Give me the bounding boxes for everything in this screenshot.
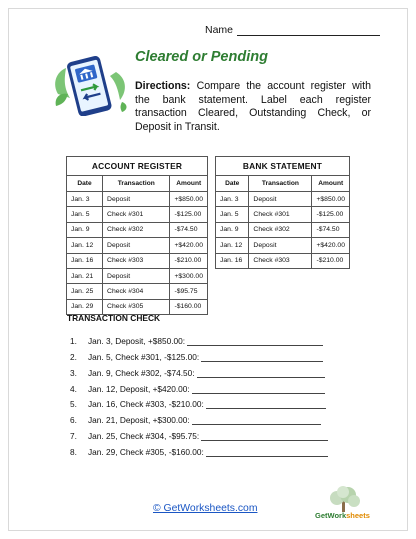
table-row <box>216 253 350 268</box>
transaction-cell: Check #301 <box>249 207 312 222</box>
answer-line[interactable] <box>206 449 328 457</box>
col-amount: Amount <box>170 176 208 192</box>
item-number: 3. <box>70 367 77 378</box>
item-text: Jan. 5, Check #301, -$125.00: <box>88 351 200 362</box>
item-number: 1. <box>70 335 77 346</box>
item-text: Jan. 3, Deposit, +$850.00: <box>88 335 186 346</box>
transaction-cell: Check #305 <box>103 299 170 314</box>
answer-line[interactable] <box>206 401 326 409</box>
amount-cell: -$74.50 <box>170 222 208 237</box>
amount-cell: -$160.00 <box>170 299 208 314</box>
item-text: Jan. 9, Check #302, -$74.50: <box>88 367 195 378</box>
item-text: Jan. 29, Check #305, -$160.00: <box>88 447 204 458</box>
transaction-check-item <box>70 330 360 346</box>
date-cell: Jan. 12 <box>67 238 103 253</box>
leaf-icon <box>55 68 70 98</box>
directions-label: Directions: <box>135 80 191 92</box>
item-text: Jan. 25, Check #304, -$95.75: <box>88 431 200 442</box>
item-number: 8. <box>70 447 77 458</box>
transaction-check-item <box>70 441 360 457</box>
transaction-cell: Check #304 <box>103 284 170 299</box>
table-row <box>67 268 208 283</box>
date-cell: Jan. 25 <box>67 284 103 299</box>
table-row <box>216 192 350 207</box>
name-label: Name <box>205 24 234 36</box>
worksheet-title: Cleared or Pending <box>135 49 268 65</box>
table-row <box>67 207 208 222</box>
transaction-check-title: TRANSACTION CHECK <box>67 313 161 323</box>
transaction-cell: Check #301 <box>103 207 170 222</box>
bank-statement-title: BANK STATEMENT <box>216 157 350 176</box>
date-cell: Jan. 16 <box>216 253 249 268</box>
transaction-cell: Check #302 <box>249 222 312 237</box>
table-row <box>216 238 350 253</box>
item-number: 7. <box>70 431 77 442</box>
amount-cell: +$300.00 <box>170 268 208 283</box>
item-text: Jan. 16, Check #303, -$210.00: <box>88 399 204 410</box>
col-date: Date <box>67 176 103 192</box>
col-transaction: Transaction <box>103 176 170 192</box>
table-row <box>67 192 208 207</box>
answer-line[interactable] <box>192 386 325 394</box>
table-row <box>67 284 208 299</box>
answer-line[interactable] <box>201 433 328 441</box>
site-logo <box>315 486 375 526</box>
amount-cell: -$210.00 <box>312 253 350 268</box>
table-row <box>67 253 208 268</box>
amount-cell: +$420.00 <box>170 238 208 253</box>
date-cell: Jan. 5 <box>216 207 249 222</box>
date-cell: Jan. 3 <box>67 192 103 207</box>
date-cell: Jan. 3 <box>216 192 249 207</box>
transaction-check-item <box>70 362 360 378</box>
transaction-cell: Check #303 <box>103 253 170 268</box>
amount-cell: -$210.00 <box>170 253 208 268</box>
answer-line[interactable] <box>197 370 325 378</box>
transaction-cell: Deposit <box>103 192 170 207</box>
logo-text: GetWorksheets <box>315 511 370 520</box>
directions-text: Compare the account register with the bank statement. Label each register transaction Cleared, Outstanding Check, or Deposit in Transit. <box>135 80 371 133</box>
answer-line[interactable] <box>187 338 323 346</box>
amount-cell: -$74.50 <box>312 222 350 237</box>
transaction-cell: Deposit <box>249 192 312 207</box>
transaction-check-item <box>70 409 360 425</box>
table-row <box>216 207 350 222</box>
date-cell: Jan. 21 <box>67 268 103 283</box>
date-cell: Jan. 12 <box>216 238 249 253</box>
table-row <box>67 238 208 253</box>
item-text: Jan. 21, Deposit, +$300.00: <box>88 415 190 426</box>
answer-line[interactable] <box>201 354 323 362</box>
transaction-cell: Deposit <box>103 238 170 253</box>
amount-cell: +$420.00 <box>312 238 350 253</box>
account-register-table <box>66 156 208 315</box>
tree-logo-icon <box>315 486 375 514</box>
item-number: 5. <box>70 399 77 410</box>
amount-cell: +$850.00 <box>170 192 208 207</box>
amount-cell: -$125.00 <box>312 207 350 222</box>
amount-cell: +$850.00 <box>312 192 350 207</box>
date-cell: Jan. 9 <box>216 222 249 237</box>
date-cell: Jan. 9 <box>67 222 103 237</box>
item-number: 4. <box>70 383 77 394</box>
name-line[interactable] <box>237 26 380 36</box>
item-number: 6. <box>70 415 77 426</box>
account-register-title: ACCOUNT REGISTER <box>67 157 208 176</box>
transaction-check-item <box>70 425 360 441</box>
col-date: Date <box>216 176 249 192</box>
directions <box>135 80 371 134</box>
transaction-check-list <box>70 330 360 457</box>
item-text: Jan. 12, Deposit, +$420.00: <box>88 383 190 394</box>
answer-line[interactable] <box>192 417 321 425</box>
amount-cell: -$95.75 <box>170 284 208 299</box>
bank-statement-table <box>215 156 350 269</box>
transaction-check-item <box>70 346 360 362</box>
table-row <box>216 222 350 237</box>
amount-cell: -$125.00 <box>170 207 208 222</box>
phone-bank-icon <box>50 54 130 116</box>
item-number: 2. <box>70 351 77 362</box>
name-field <box>205 24 380 36</box>
table-row <box>67 222 208 237</box>
transaction-check-item <box>70 378 360 394</box>
date-cell: Jan. 16 <box>67 253 103 268</box>
date-cell: Jan. 29 <box>67 299 103 314</box>
transaction-cell: Deposit <box>103 268 170 283</box>
col-amount: Amount <box>312 176 350 192</box>
col-transaction: Transaction <box>249 176 312 192</box>
transaction-check-item <box>70 394 360 410</box>
date-cell: Jan. 5 <box>67 207 103 222</box>
footer-link[interactable]: © GetWorksheets.com <box>153 503 258 514</box>
transaction-cell: Deposit <box>249 238 312 253</box>
transaction-cell: Check #303 <box>249 253 312 268</box>
transaction-cell: Check #302 <box>103 222 170 237</box>
